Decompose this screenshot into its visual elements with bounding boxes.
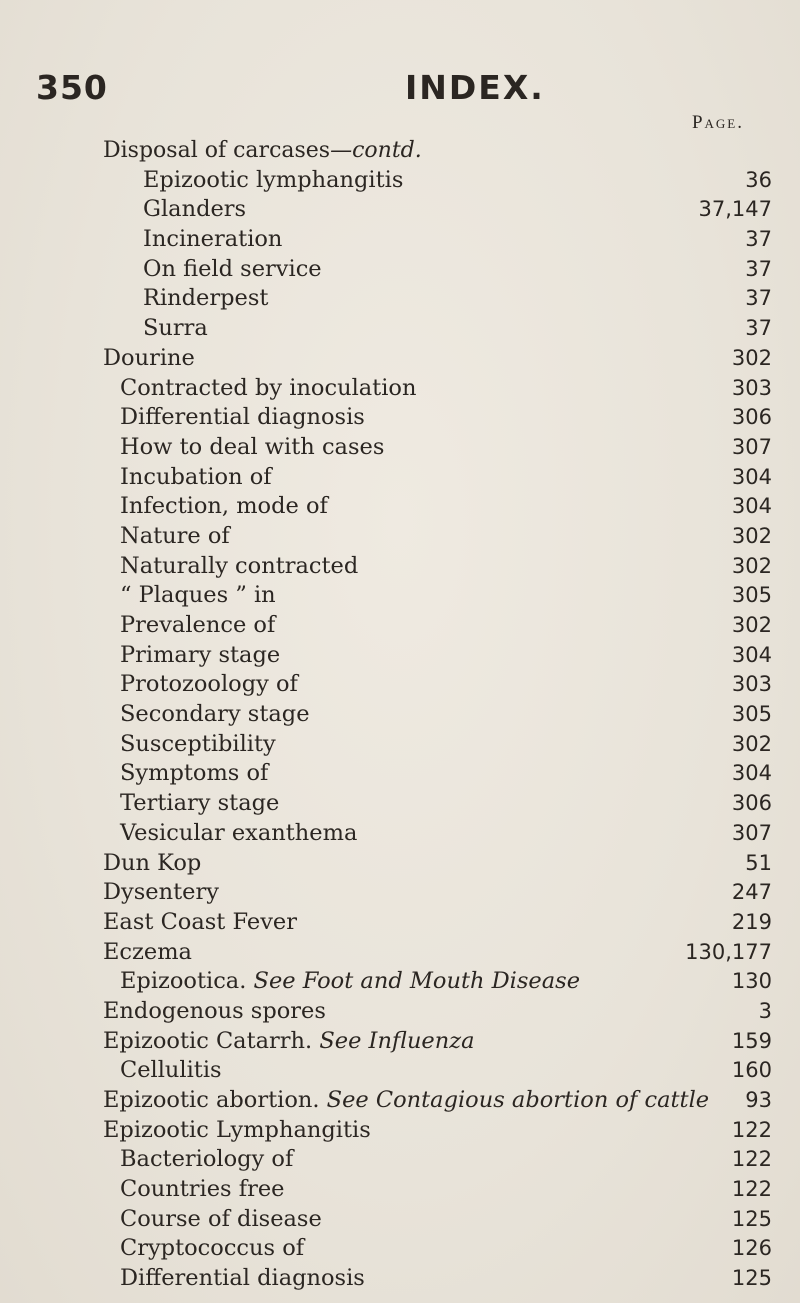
entry-page-ref: 93 — [745, 1088, 772, 1112]
entry-page-ref: 303 — [731, 375, 772, 400]
index-entry — [0, 1116, 800, 1146]
entry-page-ref: 302 — [731, 523, 772, 548]
entry-term: Surra — [143, 315, 208, 342]
entry-term: Endogenous spores — [103, 997, 326, 1024]
entry-term: Epizootic Catarrh. See Influenza — [103, 1027, 475, 1054]
entry-page-ref: 305 — [731, 702, 772, 727]
entry-page-ref: 307 — [731, 820, 772, 845]
entry-page-ref: 306 — [731, 405, 772, 430]
entry-term: Epizootic lymphangitis — [143, 166, 404, 193]
index-entry — [0, 759, 800, 789]
running-title: INDEX. — [405, 68, 545, 107]
entry-page-ref: 37 — [745, 256, 772, 281]
entry-page-ref: 302 — [731, 345, 772, 370]
index-entry — [0, 522, 800, 552]
entry-page-ref: 302 — [731, 731, 772, 756]
entry-page-ref: 304 — [731, 494, 772, 519]
see-reference: See Contagious abortion of cattle — [326, 1087, 710, 1113]
index-entries — [0, 136, 800, 1294]
entry-term: Cryptococcus of — [120, 1235, 305, 1262]
entry-page-ref: 303 — [731, 672, 772, 697]
index-entry — [0, 878, 800, 908]
entry-page-ref: 219 — [731, 909, 772, 934]
entry-term: Dourine — [103, 344, 195, 371]
entry-term: Epizootic Lymphangitis — [103, 1116, 371, 1143]
entry-page-ref: 51 — [745, 850, 772, 875]
index-entry — [0, 908, 800, 938]
index-entry — [0, 463, 800, 493]
see-reference: See Foot and Mouth Disease — [253, 968, 581, 995]
index-entry — [0, 700, 800, 730]
index-entry — [0, 403, 800, 433]
index-entry — [0, 166, 800, 196]
entry-term: Incubation of — [120, 463, 272, 490]
entry-term: Infection, mode of — [120, 493, 328, 520]
index-entry — [0, 641, 800, 671]
index-entry — [0, 670, 800, 700]
page-header — [0, 68, 800, 118]
entry-term: Epizootica. See Foot and Mouth Disease — [120, 968, 581, 995]
entry-page-ref: 307 — [731, 434, 772, 459]
index-entry — [0, 581, 800, 611]
index-entry — [0, 1205, 800, 1235]
index-entry — [0, 1056, 800, 1086]
entry-page-ref: 36 — [745, 167, 772, 192]
entry-term: Rinderpest — [143, 285, 269, 312]
entry-term: Vesicular exanthema — [120, 819, 358, 846]
entry-page-ref: 125 — [731, 1206, 772, 1231]
entry-term: Differential diagnosis — [120, 1265, 365, 1292]
entry-page-ref: 37,147 — [698, 197, 772, 222]
entry-term: Epizootic abortion. See Contagious abortion of cattle — [103, 1087, 710, 1113]
entry-term: Disposal of carcases—contd. — [103, 138, 422, 163]
entry-page-ref: 302 — [731, 553, 772, 578]
entry-page-ref: 37 — [745, 227, 772, 252]
index-entry — [0, 225, 800, 255]
index-entry — [0, 552, 800, 582]
entry-suffix: —contd. — [330, 138, 422, 163]
entry-term: Eczema — [103, 938, 192, 965]
entry-page-ref: 304 — [731, 642, 772, 667]
index-entry — [0, 849, 800, 879]
entry-term: Tertiary stage — [120, 790, 280, 817]
index-entry — [0, 938, 800, 968]
entry-page-ref: 122 — [731, 1117, 772, 1142]
entry-term: Dysentery — [103, 879, 219, 906]
index-entry — [0, 967, 800, 997]
entry-term: Countries free — [120, 1176, 285, 1203]
entry-page-ref: 3 — [758, 998, 772, 1023]
entry-page-ref: 302 — [731, 613, 772, 637]
entry-page-ref: 37 — [745, 316, 772, 341]
entry-term: Contracted by inoculation — [120, 374, 417, 401]
index-entry — [0, 819, 800, 849]
entry-page-ref: 247 — [731, 880, 772, 905]
entry-term: Dun Kop — [103, 849, 202, 876]
entry-term: Bacteriology of — [120, 1146, 294, 1173]
entry-page-ref: 306 — [731, 791, 772, 816]
entry-term: Secondary stage — [120, 701, 310, 728]
entry-term: “ Plaques ” in — [120, 582, 276, 609]
entry-term: Incineration — [143, 226, 283, 253]
index-entry — [0, 1086, 800, 1116]
index-entry — [0, 433, 800, 463]
entry-page-ref: 130 — [731, 969, 772, 994]
entry-term: Primary stage — [120, 641, 281, 668]
entry-term: How to deal with cases — [120, 433, 385, 460]
index-entry — [0, 997, 800, 1027]
index-entry — [0, 1145, 800, 1175]
entry-page-ref: 125 — [731, 1266, 772, 1291]
page-column-label: Page. — [691, 112, 744, 133]
entry-term: Course of disease — [120, 1205, 322, 1232]
entry-term: Differential diagnosis — [120, 404, 365, 431]
entry-page-ref: 122 — [731, 1177, 772, 1202]
see-reference: See Influenza — [319, 1027, 475, 1054]
index-entry — [0, 730, 800, 760]
entry-term: Glanders — [143, 196, 247, 223]
index-entry — [0, 1027, 800, 1057]
index-entry — [0, 611, 800, 641]
entry-page-ref: 304 — [731, 464, 772, 489]
entry-page-ref: 305 — [731, 583, 772, 608]
entry-term: On field service — [143, 255, 322, 282]
page-number: 350 — [36, 68, 108, 107]
entry-term: Nature of — [120, 522, 230, 549]
entry-term: Prevalence of — [120, 612, 276, 638]
index-entry — [0, 255, 800, 285]
entry-term: Protozoology of — [120, 671, 298, 698]
entry-page-ref: 37 — [745, 286, 772, 311]
index-entry — [0, 195, 800, 225]
entry-page-ref: 130,177 — [685, 939, 772, 964]
index-entry — [0, 314, 800, 344]
entry-term: Naturally contracted — [120, 552, 359, 579]
entry-page-ref: 122 — [731, 1147, 772, 1172]
index-entry — [0, 374, 800, 404]
index-entry — [0, 789, 800, 819]
index-entry — [0, 492, 800, 522]
entry-term: Cellulitis — [120, 1057, 222, 1084]
index-entry — [0, 1234, 800, 1264]
entry-page-ref: 159 — [731, 1028, 772, 1053]
entry-page-ref: 160 — [731, 1058, 772, 1083]
index-entry — [0, 1264, 800, 1294]
section-heading — [0, 136, 800, 166]
entry-term: Symptoms of — [120, 760, 269, 787]
entry-page-ref: 304 — [731, 761, 772, 786]
index-entry — [0, 344, 800, 374]
entry-term: East Coast Fever — [103, 908, 297, 935]
entry-page-ref: 126 — [731, 1236, 772, 1261]
index-entry — [0, 1175, 800, 1205]
entry-term: Susceptibility — [120, 730, 276, 757]
index-entry — [0, 284, 800, 314]
